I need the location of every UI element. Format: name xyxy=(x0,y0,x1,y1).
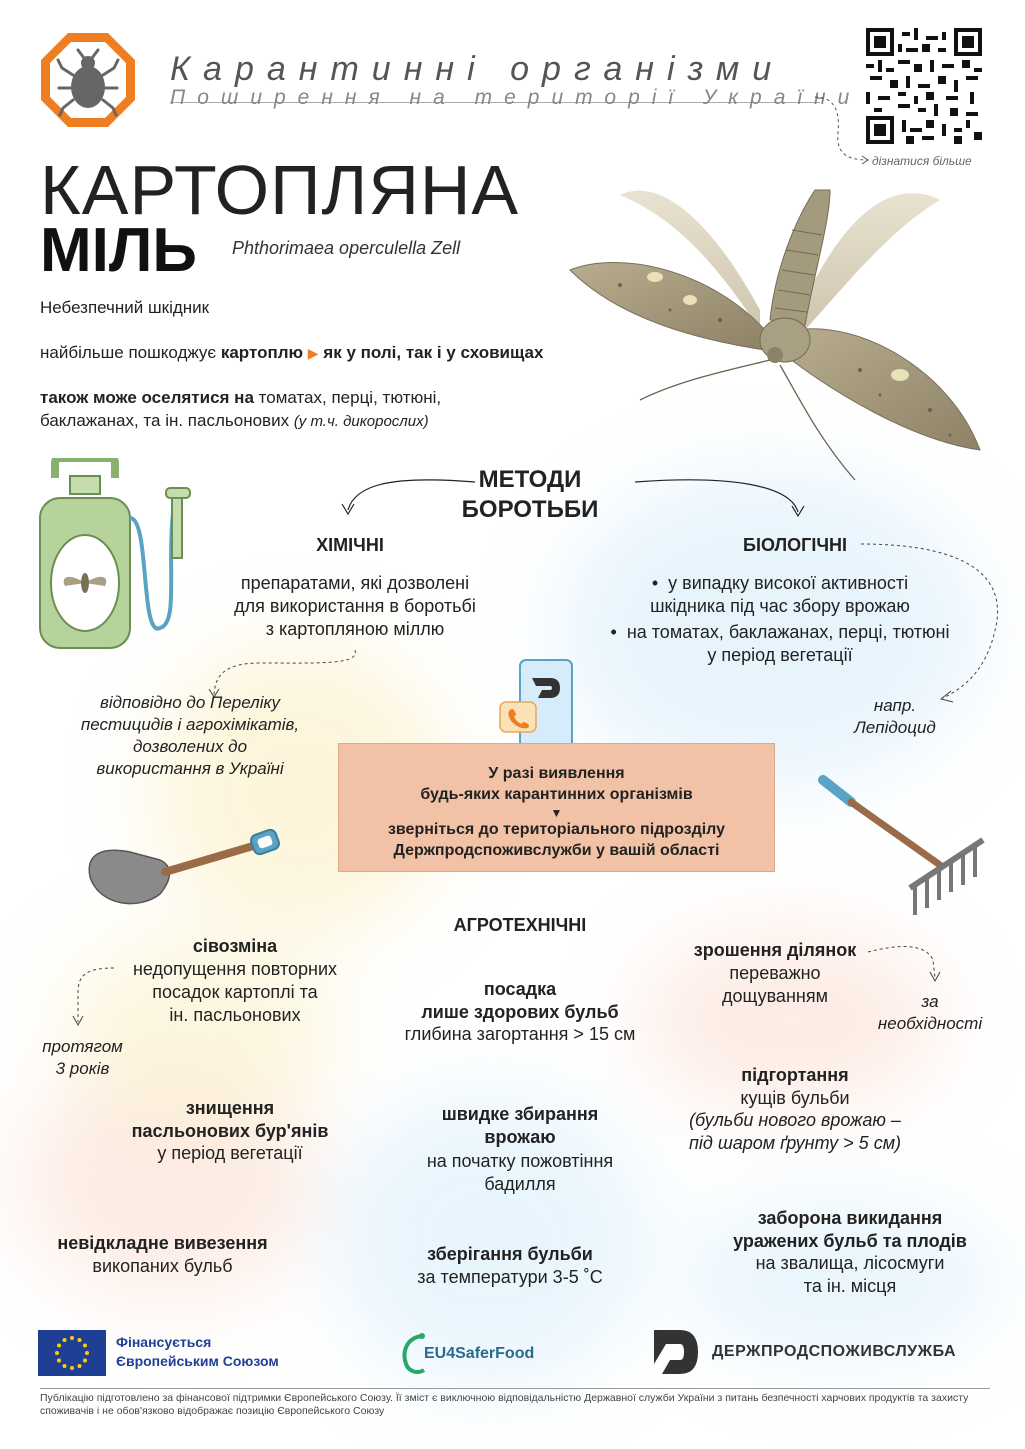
planting-title-line: посадка xyxy=(483,979,557,999)
chemical-note xyxy=(40,692,340,780)
agro-heading: АГРОТЕХНІЧНІ xyxy=(453,915,587,935)
harvest-title-line: врожаю xyxy=(484,1127,556,1147)
irrigation-title: зрошення ділянок xyxy=(693,940,857,960)
phone-app-icon xyxy=(498,658,576,750)
removal-title: невідкладне вивезення xyxy=(57,1233,268,1253)
damage-prefix: найбільше пошкоджує xyxy=(40,343,217,362)
chemical-text-line: для використання в боротьбі xyxy=(234,596,476,616)
also-hosts-line1 xyxy=(40,387,441,409)
hilling-note-line: під шаром ґрунту > 5 см) xyxy=(688,1133,902,1153)
ban-text xyxy=(700,1252,1000,1298)
irrigation-note-line: необхідності xyxy=(877,1014,983,1033)
header-title: Карантинні організми xyxy=(170,50,785,88)
agency-label: ДЕРЖПРОДСПОЖИВСЛУЖБА xyxy=(712,1343,957,1360)
hilling-note xyxy=(650,1109,940,1155)
rotation-note-line: 3 років xyxy=(55,1059,110,1078)
also-hosts-line2 xyxy=(40,410,429,433)
agency-logo-icon xyxy=(652,1328,700,1376)
ban-line: та ін. місця xyxy=(803,1276,897,1296)
removal-text: викопаних бульб xyxy=(92,1256,233,1276)
biological-note-line: Лепідоцид xyxy=(854,718,936,737)
weeds-title xyxy=(85,1097,375,1143)
qr-caption: дізнатися більше xyxy=(872,154,972,168)
bullet-icon: • xyxy=(651,573,669,593)
irrigation-note-arrow xyxy=(865,940,945,990)
ban-line: на звалища, лісосмуги xyxy=(755,1253,945,1273)
harvest-text xyxy=(370,1150,670,1196)
harvest-line: бадилля xyxy=(484,1174,556,1194)
harvest-title-line: швидке збирання xyxy=(441,1104,599,1124)
eu-flag-icon xyxy=(38,1330,106,1376)
rotation-line: недопущення повторних xyxy=(132,959,338,979)
eu4saferfood-label: EU4SaferFood xyxy=(424,1345,535,1362)
planting-title xyxy=(380,978,660,1024)
irrigation-note xyxy=(860,991,1000,1035)
damage-where: як у полі, так і у сховищах xyxy=(323,343,544,362)
chemical-text-line: з картопляною міллю xyxy=(265,619,445,639)
biological-note xyxy=(820,695,970,739)
rotation-title: сівозміна xyxy=(192,936,278,956)
harvest-line: на початку пожовтіння xyxy=(426,1151,614,1171)
pest-name-line2: МІЛЬ xyxy=(40,216,197,285)
shovel-illustration-icon xyxy=(80,822,300,912)
quarantine-logo-icon xyxy=(38,30,138,130)
alert-arrow-icon: ▼ xyxy=(550,806,563,820)
alert-line2: будь-яких карантинних організмів xyxy=(420,786,693,803)
bullet-icon: • xyxy=(610,622,627,642)
biological-note-line: напр. xyxy=(873,696,917,715)
rotation-note-line: протягом xyxy=(42,1037,123,1056)
biological-bullet1-line xyxy=(570,572,990,595)
header-subtitle: Поширення на території України xyxy=(170,86,862,109)
eu-line2: Європейським Союзом xyxy=(116,1353,279,1369)
eu-line1: Фінансується xyxy=(116,1334,212,1350)
also-hosts1: томатах, перці, тютюні, xyxy=(258,388,442,407)
planting-title-line: лише здорових бульб xyxy=(421,1002,619,1022)
biological-bullet2-line2: у період вегетації xyxy=(707,645,853,665)
rotation-note-arrow xyxy=(68,962,118,1032)
methods-arrows xyxy=(330,470,810,530)
danger-label: Небезпечний шкідник xyxy=(40,298,210,317)
rake-illustration-icon xyxy=(815,770,990,920)
bullet1-text: у випадку високої активності xyxy=(668,573,909,593)
also-note: (у т.ч. дикорослих) xyxy=(293,413,429,430)
sprayer-illustration-icon xyxy=(30,458,200,658)
eu4saferfood-logo-icon xyxy=(400,1330,426,1376)
bullet2-text: на томатах, баклажанах, перці, тютюні xyxy=(626,622,950,642)
methods-title-line2: БОРОТЬБИ xyxy=(461,496,599,523)
rotation-text xyxy=(100,958,370,1027)
chemical-note-line: дозволених до xyxy=(132,737,248,756)
ban-title xyxy=(700,1207,1000,1253)
pest-latin-name: Phthorimaea operculella Zell xyxy=(232,238,461,258)
chemical-text-line: препаратами, які дозволені xyxy=(240,573,470,593)
hilling-title: підгортання xyxy=(741,1065,849,1085)
storage-text: за температури 3-5 ˚С xyxy=(417,1267,603,1287)
irrigation-line: дощуванням xyxy=(722,986,828,1006)
ban-title-line: заборона викидання xyxy=(757,1208,943,1228)
qr-code-icon[interactable] xyxy=(866,28,982,144)
storage-title: зберігання бульби xyxy=(427,1244,593,1264)
irrigation-text xyxy=(670,962,880,1008)
alert-line3: зверніться до територіального підрозділу xyxy=(387,821,726,838)
alert-line1: У разі виявлення xyxy=(488,765,625,782)
eu-funding-label xyxy=(116,1333,279,1371)
chemical-note-line: відповідно до Переліку xyxy=(99,693,281,712)
pest-name-line1: КАРТОПЛЯНА xyxy=(40,151,520,229)
also-prefix: також може оселятися на xyxy=(40,388,254,407)
moth-illustration-icon xyxy=(560,160,1000,500)
hilling-note-line: (бульби нового врожаю – xyxy=(689,1110,901,1130)
also-hosts2: баклажанах, та ін. пасльонових xyxy=(40,411,290,430)
chemical-text xyxy=(190,572,520,641)
ban-title-line: уражених бульб та плодів xyxy=(733,1231,967,1251)
irrigation-line: переважно xyxy=(729,963,821,983)
weeds-title-line: знищення xyxy=(185,1098,275,1118)
irrigation-note-line: за xyxy=(921,992,939,1011)
weeds-title-line: пасльонових бур'янів xyxy=(131,1121,329,1141)
footer-disclaimer: Публікацію підготовлено за фінансової підтримки Європейського Союзу. Її зміст є виключною відповідальністю Державної служби України з питань безпечності харчових продуктів та захисту споживачів і не обов'язково відображає позицію Європейського Союзу xyxy=(40,1392,969,1417)
damage-crop: картоплю xyxy=(220,343,304,362)
triangle-arrow-icon: ▶ xyxy=(307,345,319,361)
alert-line4: Держпродспоживслужби у вашій області xyxy=(393,842,720,859)
harvest-title xyxy=(380,1103,660,1149)
biological-heading: БІОЛОГІЧНІ xyxy=(743,535,847,555)
biological-bullets xyxy=(570,572,990,667)
hilling-text: кущів бульби xyxy=(740,1088,850,1108)
chemical-heading: ХІМІЧНІ xyxy=(316,535,384,555)
methods-title-line1: МЕТОДИ xyxy=(478,466,582,493)
biological-bullet2-line xyxy=(570,621,990,644)
damage-line xyxy=(40,342,543,364)
weeds-text: у період вегетації xyxy=(157,1143,303,1163)
footer-divider xyxy=(40,1388,990,1389)
rotation-line: посадок картоплі та xyxy=(152,982,318,1002)
planting-text: глибина загортання > 15 см xyxy=(404,1024,636,1044)
alert-text xyxy=(338,763,775,861)
chemical-note-line: використання в Україні xyxy=(96,759,284,778)
rotation-line: ін. пасльонових xyxy=(169,1005,301,1025)
rotation-note xyxy=(35,1036,130,1080)
chemical-note-line: пестицидів і агрохімікатів, xyxy=(80,715,300,734)
biological-bullet1-line2: шкідника під час збору врожаю xyxy=(650,596,910,616)
